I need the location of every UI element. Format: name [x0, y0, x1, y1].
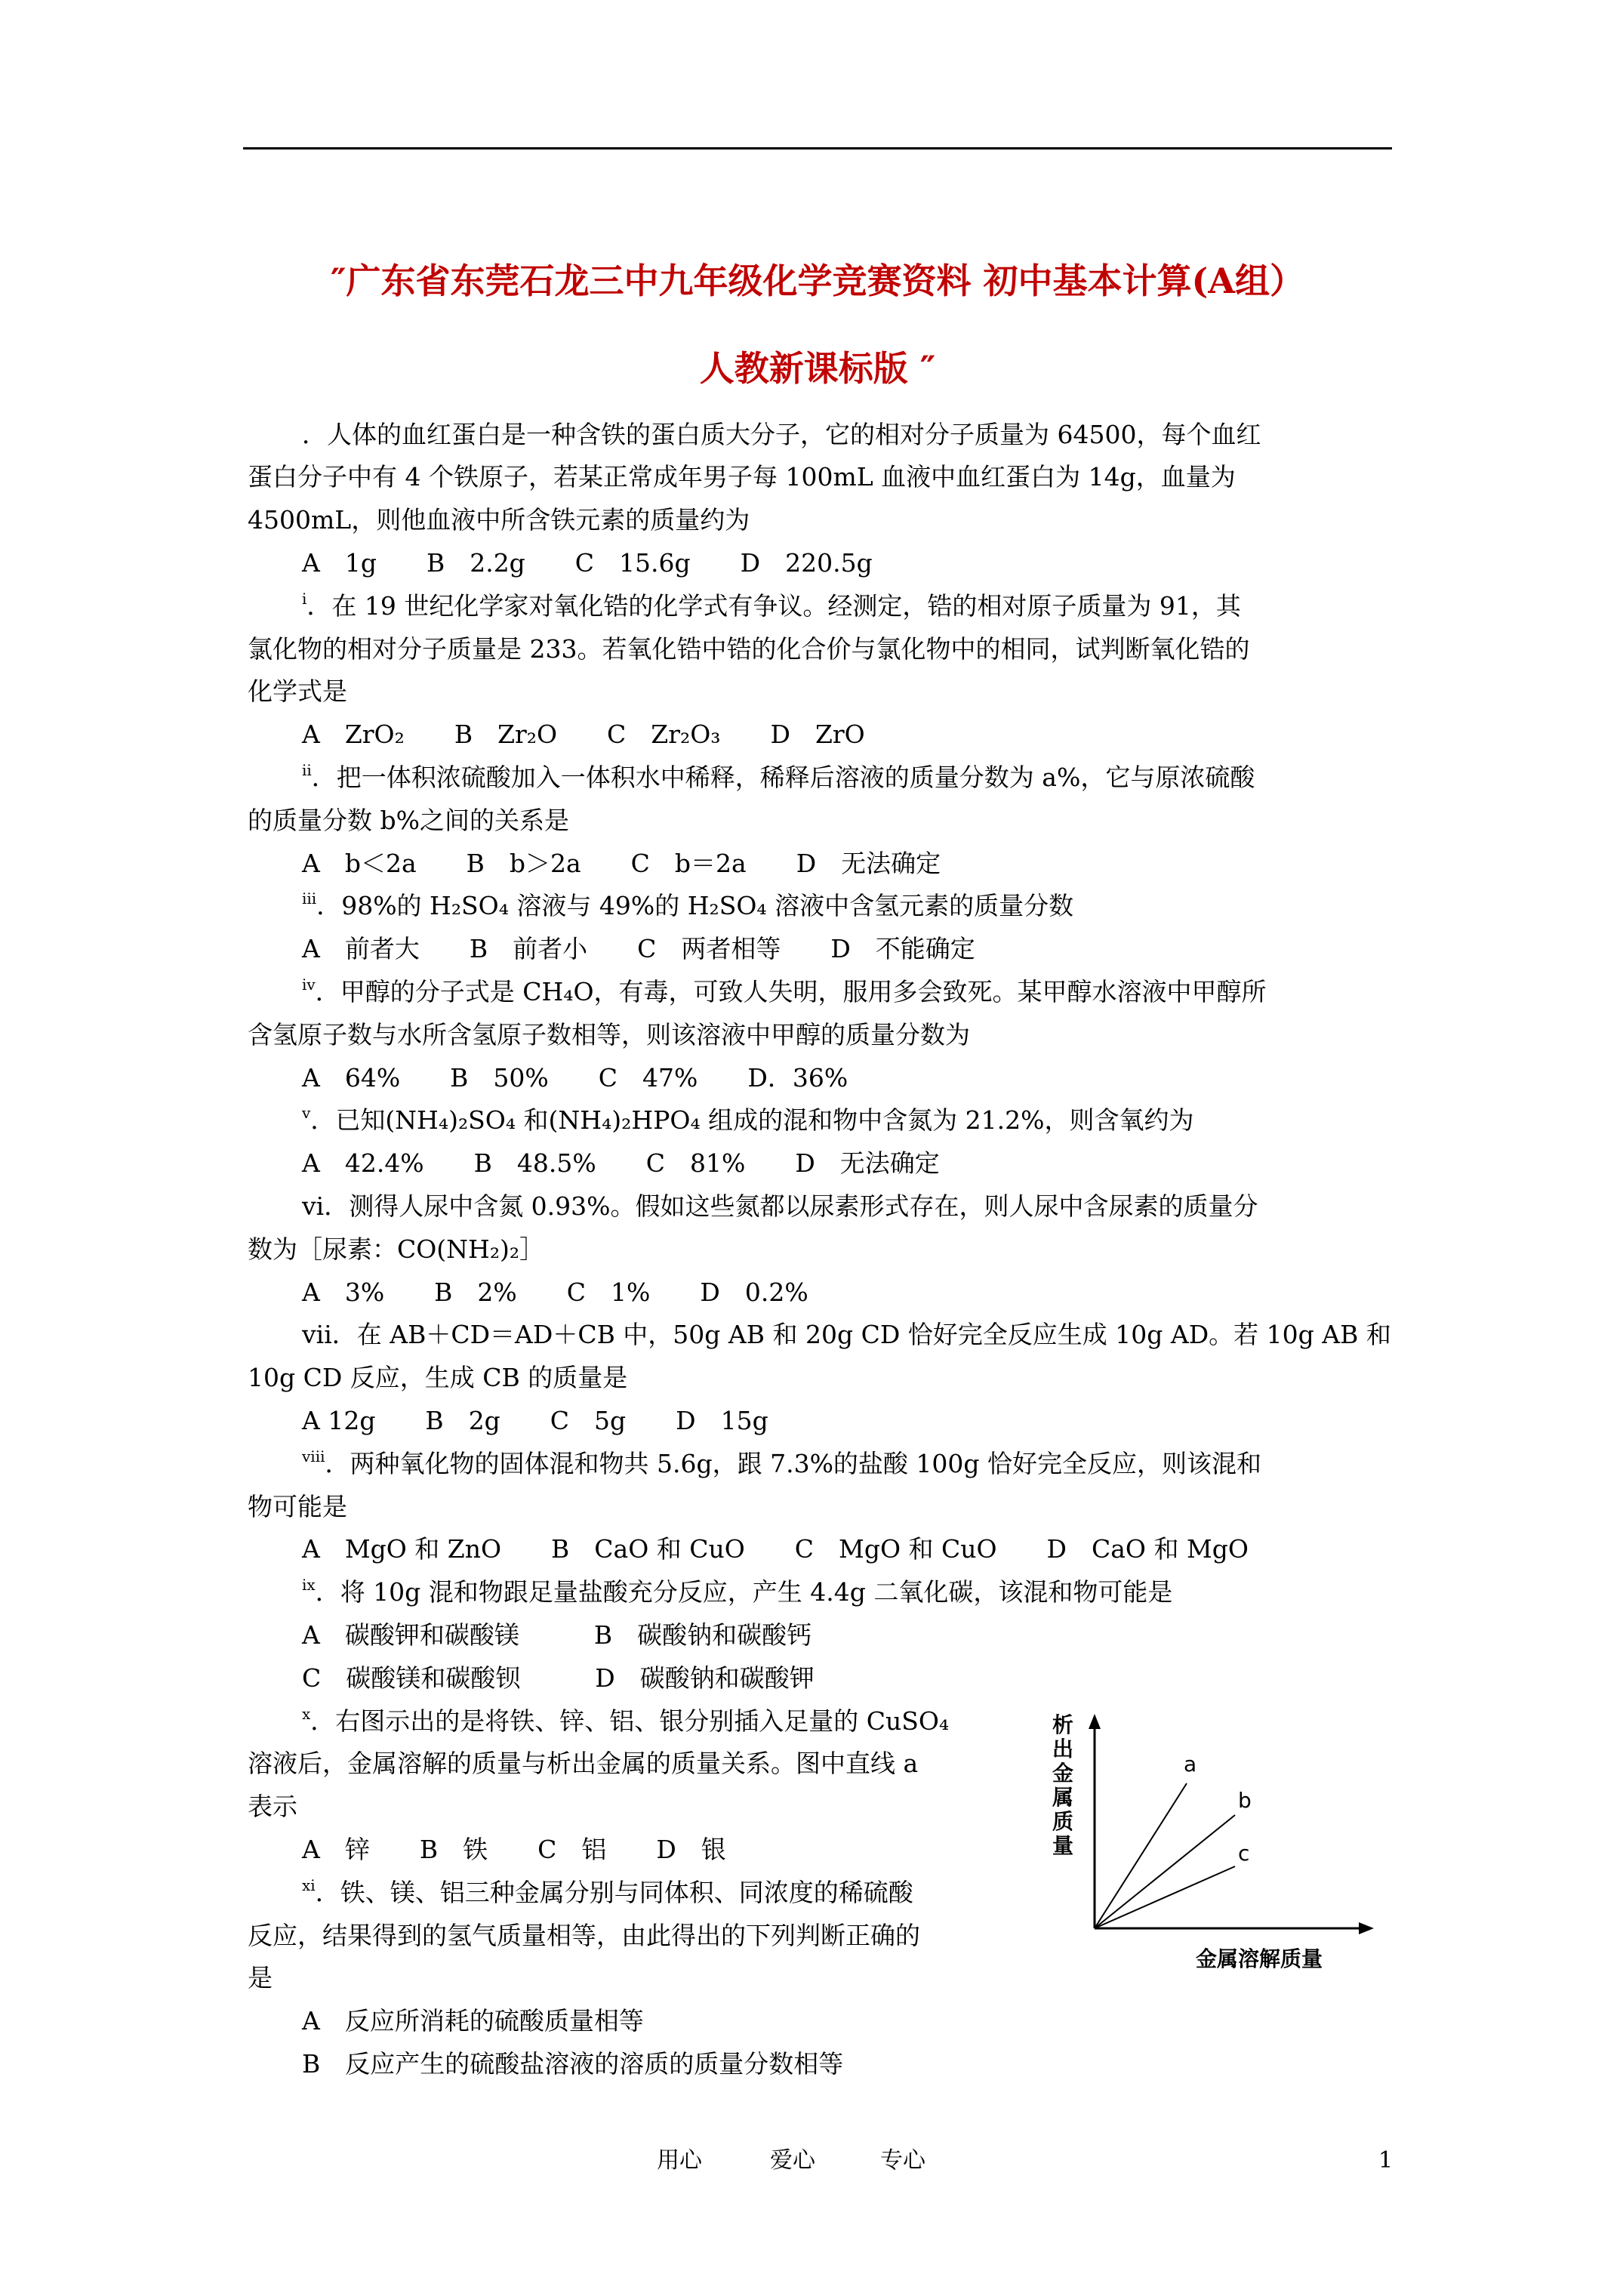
- question-1-line-3: 化学式是: [248, 676, 347, 706]
- question-7-options: A 12g B 2g C 5g D 15g: [302, 1406, 768, 1435]
- document-subtitle: 人教新课标版 ″: [699, 348, 936, 389]
- question-10-line-2: 溶液后，金属溶解的质量与析出金属的质量关系。图中直线 a: [248, 1749, 919, 1778]
- graph-y-label-char-2: 出: [1052, 1737, 1074, 1761]
- graph-y-label-char-3: 金: [1052, 1761, 1074, 1786]
- question-2-options: A b＜2a B b＞2a C b＝2a D 无法确定: [302, 849, 941, 878]
- question-8-line-2: 物可能是: [248, 1492, 347, 1521]
- question-5-marker: v: [302, 1104, 311, 1122]
- question-10-line-1: $^x$．右图示出的是将铁、锌、铝、银分别插入足量的 CuSO₄: [302, 1705, 950, 1736]
- question-4-options: A 64% B 50% C 47% D．36%: [302, 1063, 848, 1093]
- question-4-line-1: $^{iv}$．甲醇的分子式是 CH₄O，有毒，可致人失明，服用多会致死。某甲醇水溶液中甲醇所: [302, 975, 1267, 1006]
- question-10-line-3: 表示: [248, 1792, 297, 1821]
- question-10-options: A 锌 B 铁 C 铝 D 银: [302, 1835, 726, 1864]
- document-title: ″广东省东莞石龙三中九年级化学竞赛资料 初中基本计算(A组）: [330, 260, 1305, 301]
- question-9-line-1: $^{ix}$．将 10g 混和物跟足量盐酸充分反应，产生 4.4g 二氧化碳，该混和物可能是: [302, 1576, 1173, 1607]
- graph-x-label: 金属溶解质量: [1196, 1946, 1323, 1971]
- graph-line-b: [1095, 1815, 1235, 1928]
- question-2-line-2: 的质量分数 b%之间的关系是: [248, 806, 569, 835]
- graph-label-a: a: [1184, 1752, 1197, 1777]
- question-6-line-2: 数为［尿素：CO(NH₂)₂］: [248, 1234, 545, 1264]
- question-8-line-1: $^{viii}$．两种氧化物的固体混和物共 5.6g，跟 7.3%的盐酸 100g 恰好完全反应，则该混和: [302, 1447, 1262, 1478]
- question-1-line-2: 氯化物的相对分子质量是 233。若氧化锆中锆的化合价与氯化物中的相同，试判断氧化锆的: [248, 634, 1250, 664]
- graph-y-arrow-icon: [1089, 1714, 1101, 1729]
- page-number: 1: [1378, 2147, 1394, 2174]
- question-1-options: A ZrO₂ B Zr₂O C Zr₂O₃ D ZrO: [302, 720, 865, 749]
- footer-motto-2: 爱心: [770, 2147, 815, 2174]
- question-3-options: A 前者大 B 前者小 C 两者相等 D 不能确定: [302, 934, 975, 963]
- question-8-options: A MgO 和 ZnO B CaO 和 CuO C MgO 和 CuO D CaO 和 MgO: [302, 1534, 1249, 1564]
- question-7-line-2: 10g CD 反应，生成 CB 的质量是: [248, 1363, 628, 1392]
- question-2-marker: ii: [302, 761, 312, 779]
- question-9-options-1: A 碳酸钾和碳酸镁 B 碳酸钠和碳酸钙: [302, 1620, 812, 1650]
- question-11-line-2: 反应，结果得到的氢气质量相等，由此得出的下列判断正确的: [248, 1921, 920, 1950]
- header-rule: [243, 147, 1392, 149]
- graph-label-b: b: [1238, 1788, 1252, 1813]
- question-2-line-1: $^{ii}$．把一体积浓硫酸加入一体积水中稀释，稀释后溶液的质量分数为 a%，它与原浓硫酸: [302, 761, 1255, 792]
- question-11-option-a: A 反应所消耗的硫酸质量相等: [302, 2006, 644, 2036]
- question-11-marker: xi: [302, 1876, 316, 1894]
- question-5-options: A 42.4% B 48.5% C 81% D 无法确定: [302, 1148, 940, 1178]
- question-5-line-1: $^v$．已知(NH₄)₂SO₄ 和(NH₄)₂HPO₄ 组成的混和物中含氮为 21.2%，则含氧约为: [302, 1104, 1194, 1135]
- question-7-line-1: vii．在 AB＋CD＝AD＋CB 中，50g AB 和 20g CD 恰好完全反应生成 10g AD。若 10g AB 和: [302, 1320, 1391, 1349]
- question-9-marker: ix: [302, 1576, 316, 1594]
- question-1-marker: i: [302, 590, 307, 608]
- question-3-marker: iii: [302, 889, 317, 908]
- graph-x-arrow-icon: [1359, 1922, 1374, 1934]
- graph-y-label-char-5: 质: [1052, 1809, 1074, 1834]
- question-6-line-1: vi．测得人尿中含氮 0.93%。假如这些氮都以尿素形式存在，则人尿中含尿素的质量分: [302, 1191, 1258, 1221]
- question-3-line-1: $^{iii}$．98%的 H₂SO₄ 溶液与 49%的 H₂SO₄ 溶液中含氢元素的质量分数: [302, 889, 1074, 920]
- question-10-marker: x: [302, 1705, 311, 1723]
- question-0-line-1: ．人体的血红蛋白是一种含铁的蛋白质大分子，它的相对分子质量为 64500，每个血红: [302, 420, 1261, 449]
- graph-y-label-char-4: 属: [1052, 1785, 1074, 1810]
- question-11-line-3: 是: [248, 1963, 273, 1992]
- graph-line-c: [1095, 1866, 1235, 1928]
- question-6-options: A 3% B 2% C 1% D 0.2%: [302, 1277, 808, 1307]
- graph-y-label-char-6: 量: [1052, 1833, 1074, 1858]
- question-11-option-b: B 反应产生的硫酸盐溶液的溶质的质量分数相等: [302, 2049, 844, 2079]
- graph-line-a: [1095, 1783, 1187, 1928]
- question-0-options: A 1g B 2.2g C 15.6g D 220.5g: [302, 548, 873, 578]
- question-1-line-1: $^i$．在 19 世纪化学家对氧化锆的化学式有争议。经测定，锆的相对原子质量为 91，其: [302, 590, 1241, 621]
- question-0-line-2: 蛋白分子中有 4 个铁原子，若某正常成年男子每 100mL 血液中血红蛋白为 14g，血量为: [248, 462, 1236, 492]
- metal-mass-graph: [1045, 1702, 1392, 1974]
- footer-motto-1: 用心: [657, 2147, 702, 2174]
- question-11-line-1: $^{xi}$．铁、镁、铝三种金属分别与同体积、同浓度的稀硫酸: [302, 1876, 913, 1907]
- question-4-marker: iv: [302, 975, 316, 994]
- question-0-line-3: 4500mL，则他血液中所含铁元素的质量约为: [248, 505, 750, 535]
- question-4-line-2: 含氢原子数与水所含氢原子数相等，则该溶液中甲醇的质量分数为: [248, 1020, 970, 1049]
- question-9-options-2: C 碳酸镁和碳酸钡 D 碳酸钠和碳酸钾: [302, 1663, 815, 1693]
- graph-label-c: c: [1238, 1841, 1250, 1866]
- graph-y-label-char-1: 析: [1052, 1712, 1074, 1737]
- footer-motto-3: 专心: [880, 2147, 925, 2174]
- question-8-marker: viii: [302, 1447, 325, 1465]
